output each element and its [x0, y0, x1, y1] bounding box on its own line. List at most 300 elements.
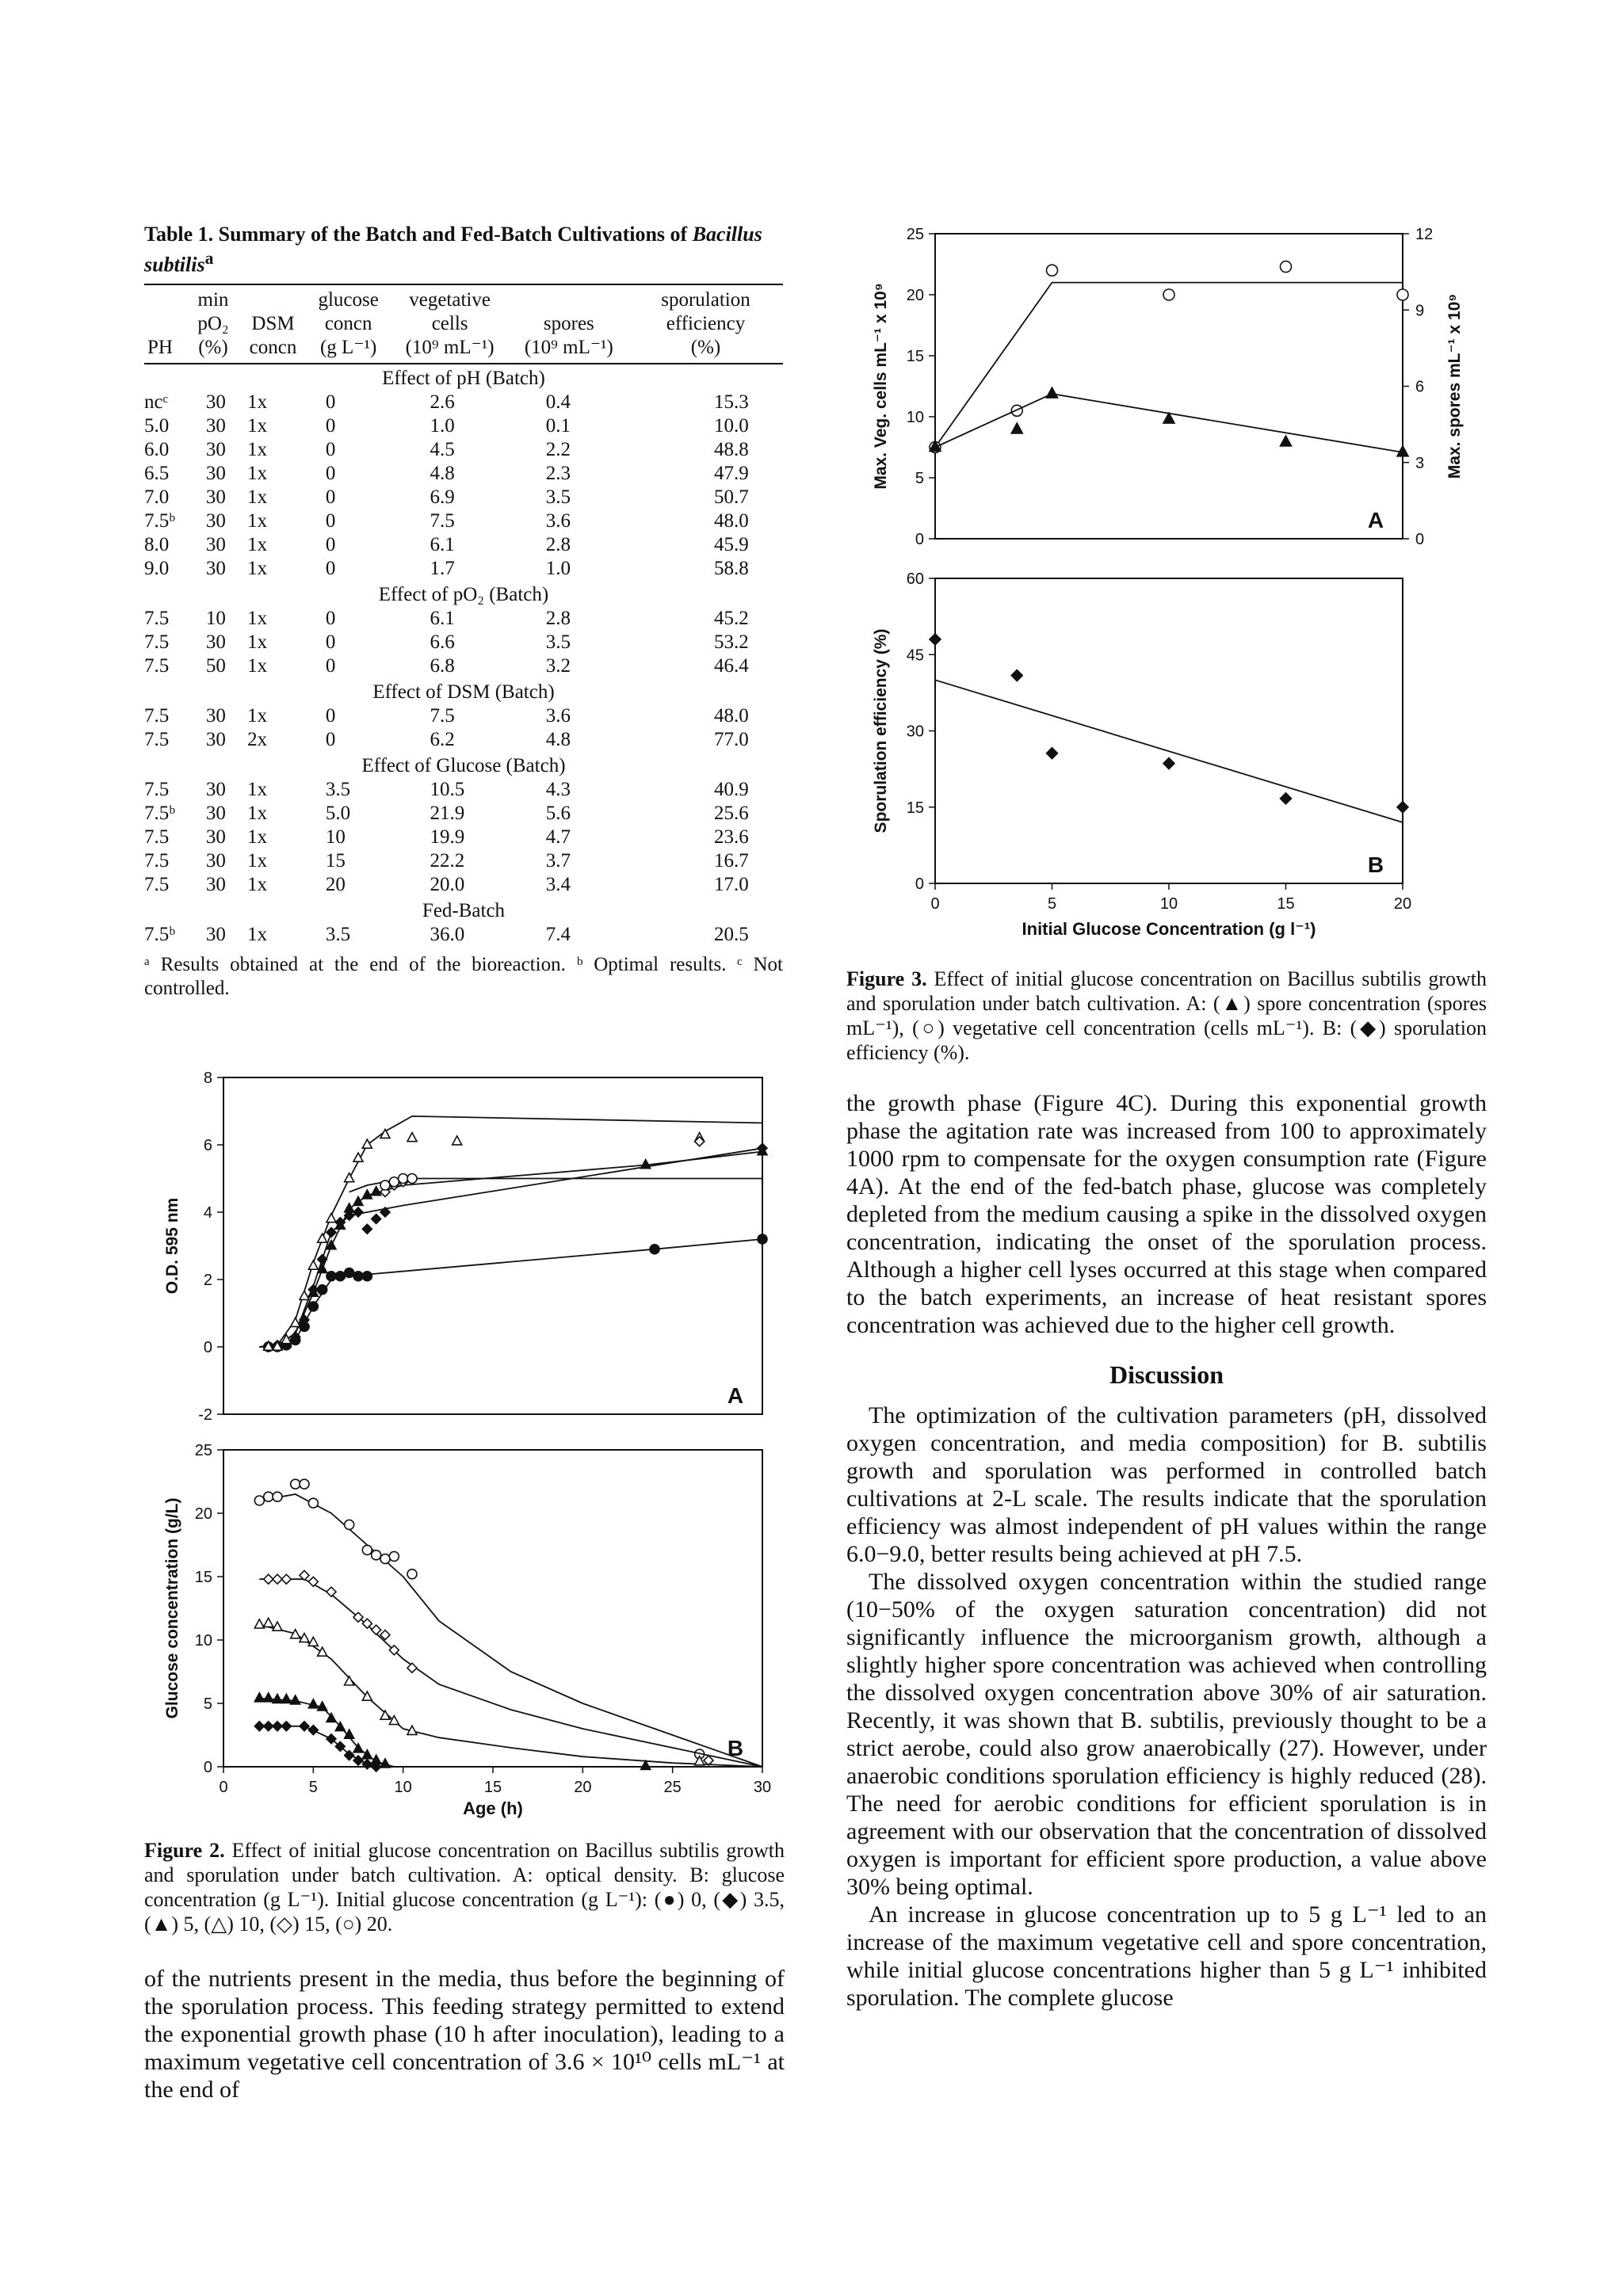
table-header-cell: [239, 284, 307, 312]
discussion-heading: Discussion: [1109, 1360, 1224, 1389]
data-point: [273, 1574, 282, 1584]
table-cell: 1x: [247, 923, 268, 945]
table-cell: 7.5: [144, 873, 170, 895]
data-point: [318, 1285, 327, 1295]
table-header-cell: spores: [543, 312, 594, 334]
table-cell: 8.0: [144, 533, 170, 555]
table-cell: 1x: [247, 414, 268, 437]
table-cell: 21.9: [430, 802, 465, 824]
plot-frame: [223, 1077, 762, 1414]
table-row: [144, 391, 783, 414]
y-tick-label: 15: [194, 1569, 212, 1586]
data-point: [318, 1234, 327, 1242]
data-point: [1047, 265, 1058, 276]
data-point: [308, 1302, 318, 1311]
table-cell: 0.1: [545, 414, 571, 437]
table-cell: 30: [205, 509, 226, 532]
body-left-column: [144, 1965, 785, 2103]
table-row: [144, 414, 783, 438]
data-point: [1281, 793, 1292, 804]
panel-letter: A: [727, 1383, 744, 1408]
data-point: [372, 1215, 381, 1224]
table-cell: 7.5ᵇ: [144, 923, 175, 945]
table-cell: 58.8: [713, 557, 749, 579]
table-cell: 7.5: [430, 704, 455, 727]
x-tick-label: 5: [308, 1779, 318, 1796]
table-header-cell: pO₂: [197, 312, 229, 334]
data-point: [380, 1180, 390, 1190]
table-cell: 7.5: [144, 849, 170, 871]
table-cell: 45.9: [713, 533, 749, 555]
table-cell: 20.0: [430, 873, 465, 895]
table-cell: 1x: [247, 849, 268, 871]
table-cell: 0: [325, 509, 336, 532]
table-section-label: Fed-Batch: [422, 899, 506, 921]
y-tick-label: 0: [203, 1339, 212, 1356]
table-row: [144, 486, 783, 509]
data-point: [264, 1722, 273, 1731]
data-point: [300, 1291, 309, 1299]
y2-axis-label: Max. spores mL⁻¹ x 10⁹: [1445, 293, 1464, 479]
data-point: [650, 1245, 659, 1254]
y-tick-label: 8: [203, 1070, 212, 1087]
data-point: [930, 634, 941, 645]
table-cell: 7.5: [144, 607, 170, 629]
table-cell: 15.3: [713, 391, 749, 413]
table-cell: 50: [205, 654, 226, 677]
data-point: [318, 1647, 327, 1656]
table-cell: 6.2: [430, 728, 455, 750]
table-header-row: [144, 336, 783, 364]
table-cell: 10.5: [430, 778, 465, 800]
data-point: [1281, 261, 1292, 273]
table-cell: 48.0: [713, 509, 749, 532]
table-header-cell: efficiency: [666, 312, 746, 334]
body-paragraph: of the nutrients present in the media, thus before the beginning of the sporulation process. This feeding strategy permitted to extend the exponential growth phase (10 h after inoculation), leading to a maximum vegetative cell concentration of 3.6 × 10¹⁰ cells mL⁻¹ at the end of: [144, 1966, 785, 2103]
table-row: [144, 607, 783, 631]
table-cell: 3.5: [545, 486, 571, 508]
table-cell: 25.6: [713, 802, 749, 824]
data-point: [308, 1577, 318, 1586]
data-point: [372, 1187, 381, 1196]
data-point: [264, 1618, 273, 1627]
y-tick-label: 30: [906, 723, 924, 741]
table-cell: 7.5ᵇ: [144, 802, 175, 824]
fit-line: [259, 1625, 762, 1767]
table-cell: 1x: [247, 438, 268, 460]
panel-letter: B: [1367, 852, 1384, 877]
table-cell: 3.6: [545, 704, 571, 727]
data-point: [345, 1173, 354, 1182]
table-cell: 16.7: [713, 849, 749, 871]
table-cell: 30: [205, 802, 226, 824]
data-point: [254, 1722, 264, 1731]
y-tick-label: 6: [203, 1137, 212, 1154]
table-cell: 20: [325, 873, 346, 895]
table-row: [144, 462, 783, 486]
table-cell: 1x: [247, 607, 268, 629]
table-cell: 30: [205, 849, 226, 871]
table-cell: 30: [205, 631, 226, 653]
y-tick-label: 25: [906, 226, 924, 243]
table-row: [144, 631, 783, 654]
data-point: [407, 1133, 417, 1142]
data-point: [300, 1479, 309, 1489]
table-section-row: [144, 897, 783, 923]
data-point: [281, 1335, 291, 1344]
table-cell: 3.6: [545, 509, 571, 532]
data-point: [308, 1261, 318, 1269]
data-point: [291, 1630, 300, 1638]
fit-line: [935, 680, 1403, 822]
table-cell: 47.9: [713, 462, 749, 484]
fit-line: [259, 1494, 762, 1767]
table-cell: 30: [205, 533, 226, 555]
data-point: [308, 1726, 318, 1735]
table-cell: 30: [205, 438, 226, 460]
data-point: [380, 1554, 390, 1564]
data-point: [335, 1272, 345, 1281]
data-point: [327, 1272, 336, 1281]
y-tick-label: 10: [194, 1632, 212, 1650]
table-cell: 5.0: [325, 802, 351, 824]
table-cell: 30: [205, 704, 226, 727]
data-point: [1281, 436, 1292, 446]
table-cell: 7.5: [144, 728, 170, 750]
table-cell: 2.3: [545, 462, 571, 484]
table-cell: 4.7: [545, 826, 571, 848]
y-tick-label: 15: [906, 348, 924, 365]
table-cell: 4.3: [545, 778, 571, 800]
table-section-label: Effect of pH (Batch): [382, 367, 545, 389]
y-axis-label: Glucose concentration (g/L): [163, 1497, 181, 1719]
y-tick-label: 0: [203, 1759, 212, 1776]
table-section-label: Effect of pO₂ (Batch): [378, 583, 549, 605]
x-tick-label: 5: [1047, 895, 1057, 913]
y-axis-label: Max. Veg. cells mL⁻¹ x 10⁹: [872, 283, 890, 490]
table-cell: 6.8: [430, 654, 455, 677]
y-tick-label: 20: [194, 1505, 212, 1523]
table-cell: 22.2: [430, 849, 465, 871]
table-cell: 6.9: [430, 486, 455, 508]
data-point: [291, 1479, 300, 1489]
table-cell: 1x: [247, 509, 268, 532]
table-cell: 6.1: [430, 533, 455, 555]
plot-frame: [935, 234, 1403, 539]
table-row: [144, 509, 783, 533]
data-point: [264, 1492, 273, 1501]
data-point: [399, 1174, 408, 1184]
table-cell: 1x: [247, 631, 268, 653]
table-cell: 1.7: [430, 557, 455, 579]
data-point: [308, 1498, 318, 1508]
table-cell: 30: [205, 826, 226, 848]
table-cell: 7.5ᵇ: [144, 509, 175, 532]
table-row: [144, 438, 783, 462]
y2-tick-label: 0: [1415, 531, 1425, 548]
table-header-cell: [144, 284, 187, 312]
data-point: [264, 1693, 273, 1702]
discussion-paragraph-3: An increase in glucose concentration up to 5 g L⁻¹ led to an increase of the maximum vegetative cell and spore concentration, while initial glucose concentrations higher than 5 g L⁻¹ inhibited sporulation. The complete glucose: [846, 1901, 1487, 2011]
table-header-cell: concn: [324, 312, 372, 334]
table-cell: 7.5: [144, 826, 170, 848]
table-cell: 3.5: [545, 631, 571, 653]
y-tick-label: 0: [915, 875, 924, 893]
table-cell: 1x: [247, 557, 268, 579]
figure-2-caption: Figure 2. Effect of initial glucose concentration on Bacillus subtilis growth and sporulation under batch cultivation. A: optical density. B: glucose concentration (g L⁻¹). Initial glucose concentration (g L⁻¹): (●) 0, (◆) 3.5, (▲) 5, (△) 10, (◇) 15, (○) 20.: [144, 1839, 785, 1936]
data-point: [353, 1196, 363, 1205]
table-cell: 4.5: [430, 438, 455, 460]
data-point: [308, 1637, 318, 1646]
table-cell: 0: [325, 486, 336, 508]
data-point: [362, 1545, 372, 1554]
data-point: [362, 1619, 372, 1628]
data-point: [1047, 387, 1058, 398]
table-cell: 46.4: [713, 654, 749, 677]
data-point: [1163, 289, 1174, 300]
data-point: [758, 1234, 767, 1244]
table-cell: ncᶜ: [144, 391, 168, 413]
data-point: [273, 1492, 282, 1501]
y-tick-label: -2: [198, 1406, 212, 1424]
table-section-row: [144, 752, 783, 778]
table-row: [144, 802, 783, 826]
y-tick-label: 15: [906, 799, 924, 817]
table-header-cell: vegetative: [390, 284, 509, 312]
table-cell: 7.0: [144, 486, 170, 508]
table-cell: 36.0: [430, 923, 465, 945]
table-header-cell: DSM: [251, 312, 295, 334]
table-cell: 30: [205, 557, 226, 579]
fit-line: [259, 1239, 762, 1347]
data-point: [273, 1622, 282, 1630]
table-row: [144, 923, 783, 947]
data-point: [291, 1318, 300, 1326]
table-section-label: Effect of Glucose (Batch): [361, 754, 566, 776]
table-cell: 1x: [247, 533, 268, 555]
table-cell: 3.2: [545, 654, 571, 677]
figure-2: [144, 1070, 786, 1822]
table-cell: 6.0: [144, 438, 170, 460]
y2-tick-label: 6: [1415, 378, 1425, 396]
table-cell: 2.2: [545, 438, 571, 460]
x-tick-label: 15: [483, 1779, 502, 1796]
table-cell: 0: [325, 438, 336, 460]
table-cell: 10: [325, 826, 346, 848]
table-header-cell: (g L⁻¹): [307, 336, 391, 364]
table-1: [144, 222, 783, 1001]
x-tick-label: 30: [753, 1779, 772, 1796]
table-header-cell: PH: [144, 336, 187, 364]
data-point: [389, 1551, 399, 1561]
plot-frame: [223, 1450, 762, 1767]
data-point: [345, 1268, 354, 1278]
table-cell: 6.1: [430, 607, 455, 629]
y-axis-label: O.D. 595 nm: [163, 1197, 181, 1295]
table-cell: 30: [205, 462, 226, 484]
data-point: [1397, 289, 1408, 300]
table-cell: 7.5: [144, 654, 170, 677]
table-cell: 77.0: [713, 728, 749, 750]
table-header-cell: (%): [628, 336, 783, 364]
table-header-cell: sporulation: [628, 284, 783, 312]
y-tick-label: 0: [915, 531, 924, 548]
chart-panel: [872, 226, 1464, 548]
table-cell: 20.5: [713, 923, 749, 945]
table-row: [144, 826, 783, 849]
y-axis-label: Sporulation efficiency (%): [872, 628, 890, 833]
data-point: [389, 1177, 399, 1187]
table-header-row: [144, 312, 783, 336]
table-cell: 6.5: [144, 462, 170, 484]
table-header-row: [144, 284, 783, 312]
data-point: [327, 1214, 336, 1222]
table-cell: 0: [325, 533, 336, 555]
data-point: [372, 1550, 381, 1560]
table-cell: 0: [325, 654, 336, 677]
table-cell: 7.5: [144, 704, 170, 727]
table-header-cell: (%): [187, 336, 239, 364]
y-tick-label: 45: [906, 646, 924, 665]
chart-panel: [163, 1070, 767, 1424]
data-point: [273, 1694, 282, 1703]
panel-letter: A: [1367, 508, 1384, 532]
table-cell: 0: [325, 462, 336, 484]
table-header-cell: [144, 312, 187, 336]
table-row: [144, 873, 783, 897]
data-point: [372, 1625, 381, 1634]
body-right-column: [846, 1089, 1487, 2012]
data-point: [264, 1574, 273, 1584]
table-row: [144, 533, 783, 557]
data-point: [407, 1174, 417, 1184]
data-point: [327, 1713, 336, 1722]
data-point: [407, 1663, 417, 1672]
table-cell: 30: [205, 728, 226, 750]
data-point: [254, 1619, 264, 1628]
table-cell: 1x: [247, 873, 268, 895]
data-point: [353, 1207, 363, 1217]
table-header-cell: [510, 284, 628, 312]
panel-letter: B: [727, 1736, 744, 1760]
discussion-paragraph-1: The optimization of the cultivation parameters (pH, dissolved oxygen concentration, and media composition) for B. subtilis growth and sporulation was performed in controlled batch cultivations at 2-L scale. The results indicate that the sporulation efficiency was almost independent of pH values within the range 6.0−9.0, better results being achieved at pH 7.5.: [846, 1402, 1487, 1567]
table-row: [144, 654, 783, 678]
table-cell: 0: [325, 391, 336, 413]
table-header-cell: min: [187, 284, 239, 312]
table-cell: 1x: [247, 654, 268, 677]
y-tick-label: 4: [203, 1204, 212, 1222]
table-cell: 19.9: [430, 826, 465, 848]
y-tick-label: 25: [194, 1442, 212, 1459]
table-cell: 4.8: [545, 728, 571, 750]
table-cell: 0: [325, 557, 336, 579]
data-point: [345, 1203, 354, 1212]
table-cell: 6.6: [430, 631, 455, 653]
table-cell: 45.2: [713, 607, 749, 629]
x-tick-label: 0: [930, 895, 940, 913]
table-header-cell: concn: [239, 336, 307, 364]
table-cell: 1.0: [430, 414, 455, 437]
chart-panel: [163, 1442, 771, 1796]
y-tick-label: 5: [203, 1695, 212, 1713]
table-cell: 3.4: [545, 873, 571, 895]
fit-line: [259, 1699, 394, 1767]
table-cell: 30: [205, 778, 226, 800]
table-cell: 0.4: [545, 391, 571, 413]
data-point: [281, 1722, 291, 1731]
table-cell: 0: [325, 414, 336, 437]
table-cell: 9.0: [144, 557, 170, 579]
data-point: [1011, 670, 1022, 681]
table-cell: 30: [205, 391, 226, 413]
table-cell: 30: [205, 414, 226, 437]
data-point: [327, 1587, 336, 1596]
table-cell: 0: [325, 631, 336, 653]
table-row: [144, 849, 783, 873]
table-cell: 0: [325, 728, 336, 750]
table-cell: 1x: [247, 778, 268, 800]
discussion-paragraph-2: The dissolved oxygen concentration within the studied range (10−50% of the oxygen saturation concentration) did not significantly influence the microorganism growth, although a slightly higher spore concentration was achieved when controlling the dissolved oxygen concentration above 30% of air saturation. Recently, it was shown that B. subtilis, previously thought to be a strict aerobe, could also grow anaerobically (27). However, under anaerobic conditions sporulation efficiency is highly reduced (28). The need for aerobic conditions for efficient sporulation is in agreement with our observation that the concentration of dissolved oxygen is important for efficient spore production, a value above 30% being optimal.: [846, 1569, 1487, 1900]
table-cell: 48.8: [713, 438, 749, 460]
body-paragraph: the growth phase (Figure 4C). During this exponential growth phase the agitation rate was increased from 100 to approximately 1000 rpm to compensate for the oxygen consumption rate (Figure 4A). At the end of the fed-batch phase, glucose was completely depleted from the medium causing a spike in the dissolved oxygen concentration, indicating the onset of the sporulation process. Although a higher cell lyses occurred at this stage when compared to the batch experiments, an increase of heat resistant spores concentration was achieved due to the higher cell growth.: [846, 1090, 1487, 1338]
table-cell: 40.9: [713, 778, 749, 800]
data-point: [1163, 758, 1174, 769]
data-point: [1397, 802, 1408, 813]
x-tick-label: 20: [1393, 895, 1412, 913]
table-cell: 53.2: [713, 631, 749, 653]
y2-tick-label: 9: [1415, 302, 1425, 320]
x-tick-label: 20: [574, 1779, 592, 1796]
x-tick-label: 15: [1277, 895, 1295, 913]
table-cell: 1.0: [545, 557, 571, 579]
x-tick-label: 25: [663, 1779, 682, 1796]
table-cell: 1x: [247, 704, 268, 727]
data-point: [453, 1136, 462, 1145]
table-cell: 10.0: [713, 414, 749, 437]
table-section-row: [144, 364, 783, 391]
data-point: [407, 1569, 417, 1579]
data-point: [281, 1574, 291, 1584]
table-section-row: [144, 678, 783, 704]
y2-tick-label: 12: [1415, 226, 1434, 243]
table-cell: 48.0: [713, 704, 749, 727]
table-footnote: ᵃ Results obtained at the end of the bioreaction. ᵇ Optimal results. ᶜ Not controlled.: [144, 953, 783, 999]
table-cell: 10: [205, 607, 226, 629]
table-cell: 7.5: [144, 631, 170, 653]
data-point: [291, 1695, 300, 1704]
table-cell: 17.0: [713, 873, 749, 895]
table-cell: 1x: [247, 391, 268, 413]
x-axis-label: Age (h): [463, 1798, 523, 1818]
table-cell: 5.0: [144, 414, 170, 437]
table-row: [144, 557, 783, 581]
table-header-cell: (10⁹ mL⁻¹): [510, 336, 628, 364]
table-header-cell: (10⁹ mL⁻¹): [390, 336, 509, 364]
data-table: [144, 284, 783, 947]
x-tick-label: 10: [394, 1779, 412, 1796]
table-cell: 30: [205, 873, 226, 895]
table-cell: 2.8: [545, 533, 571, 555]
y2-tick-label: 3: [1415, 454, 1425, 472]
table-row: [144, 728, 783, 752]
table-cell: 3.5: [325, 778, 351, 800]
y-tick-label: 2: [203, 1272, 212, 1289]
table-cell: 1x: [247, 826, 268, 848]
table-cell: 4.8: [430, 462, 455, 484]
x-tick-label: 0: [219, 1779, 228, 1796]
table-cell: 3.5: [325, 923, 351, 945]
table-cell: 3.7: [545, 849, 571, 871]
